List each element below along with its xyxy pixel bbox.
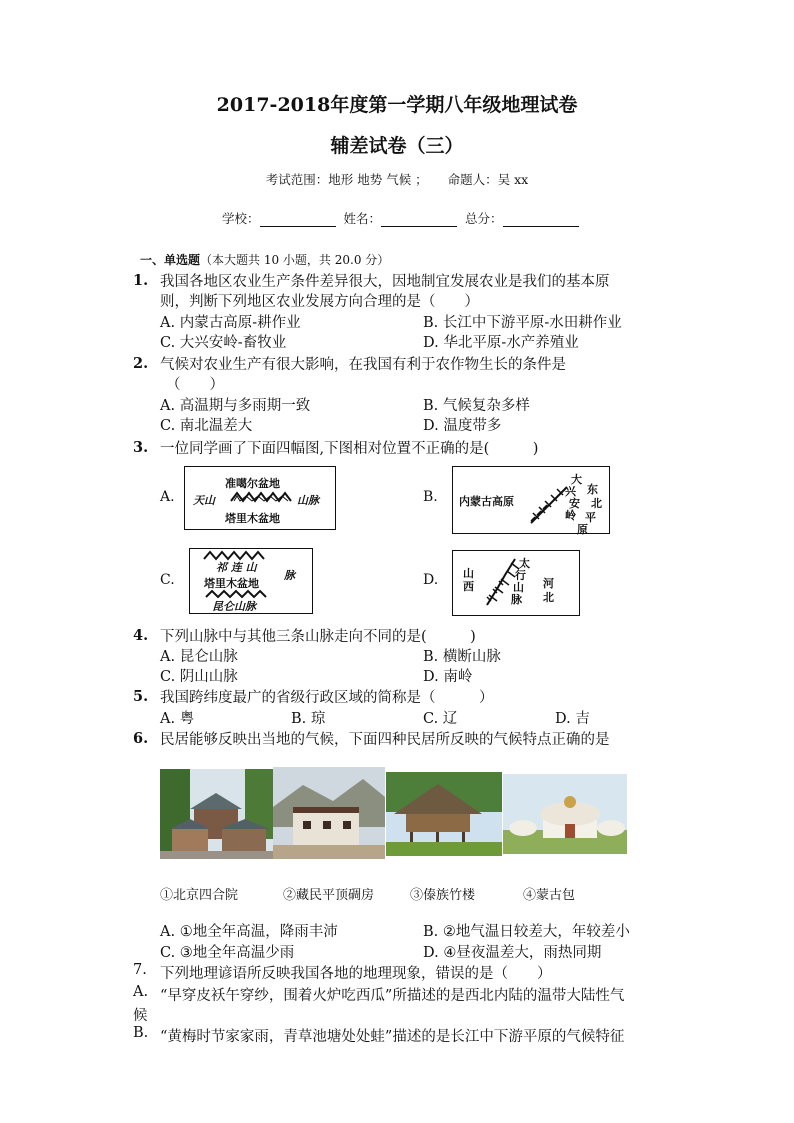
name-label: 姓名：	[343, 211, 382, 226]
q4-stem: 下列山脉中与其他三条山脉走向不同的是( )	[160, 629, 476, 645]
q4-option-a[interactable]: A. 昆仑山脉	[160, 649, 238, 665]
map-c-vert-label: 脉	[284, 569, 295, 582]
map-b-char: 平	[585, 511, 596, 524]
q1-number: 1.	[133, 272, 149, 289]
q3-map-a[interactable]	[184, 466, 336, 530]
q2-stem-line2: （ ）	[166, 377, 224, 393]
q3-map-c[interactable]	[189, 548, 313, 614]
q6-caption-2: ②藏民平顶碉房	[283, 888, 375, 903]
q7-option-a-label[interactable]: A.	[133, 984, 149, 1000]
section-heading	[140, 251, 389, 268]
q1-stem-line2: 则，判断下列地区农业发展方向合理的是（ ）	[160, 294, 479, 310]
q6-caption-1: ①北京四合院	[160, 888, 239, 903]
map-b-char: 兴	[565, 485, 576, 498]
exam-scope: 考试范围：地形 地势 气候 ；	[265, 172, 428, 187]
q1-option-b[interactable]: B. 长江中下游平原-水田耕作业	[423, 315, 622, 331]
q6-option-a[interactable]: A. ①地全年高温，降雨丰沛	[160, 924, 338, 940]
map-c-mid-label: 塔里木盆地	[204, 577, 259, 590]
siheyuan-photo	[160, 769, 273, 859]
q5-option-c[interactable]: C. 辽	[423, 711, 458, 727]
q3-option-d-label[interactable]: D.	[423, 572, 439, 588]
q4-number: 4.	[133, 627, 149, 644]
q3-option-c-label[interactable]: C.	[160, 572, 175, 588]
map-a-left-label: 天山	[193, 494, 215, 507]
exam-subtitle: 辅差试卷（三）	[330, 135, 464, 157]
q2-option-d[interactable]: D. 温度带多	[423, 418, 502, 434]
q7-number: 7.	[133, 962, 147, 978]
section-title: 一、单选题	[140, 253, 201, 267]
student-info-fields	[222, 209, 583, 227]
q6-caption-3: ③傣族竹楼	[410, 888, 476, 903]
section-note: （本大题共 10 小题，共 20.0 分）	[200, 253, 390, 267]
map-d-char: 山	[513, 581, 524, 594]
q1-stem-line1: 我国各地区农业生产条件差异很大，因地制宜发展农业是我们的基本原	[160, 274, 610, 290]
q4-option-d[interactable]: D. 南岭	[423, 669, 473, 685]
map-d-char: 脉	[511, 593, 522, 606]
exam-meta	[0, 170, 794, 188]
q5-number: 5.	[133, 688, 149, 705]
q6-option-b[interactable]: B. ②地气温日较差大，年较差小	[423, 924, 630, 940]
q6-stem: 民居能够反映出当地的气候，下面四种民居所反映的气候特点正确的是	[160, 732, 610, 748]
q5-option-d[interactable]: D. 吉	[555, 711, 590, 727]
q5-stem: 我国跨纬度最广的省级行政区域的简称是（ ）	[160, 690, 494, 706]
q3-map-d[interactable]	[452, 550, 580, 616]
q7-option-b-label[interactable]: B.	[133, 1025, 149, 1041]
q6-caption-4: ④蒙古包	[523, 888, 576, 903]
q7-option-b-line1[interactable]: “黄梅时节家家雨，青草池塘处处蛙”描述的是长江中下游平原的气候特征	[160, 1029, 625, 1045]
name-blank[interactable]	[381, 214, 457, 227]
q4-option-b[interactable]: B. 横断山脉	[423, 649, 501, 665]
q2-number: 2.	[133, 355, 149, 372]
dai-bamboo-house-photo	[386, 772, 502, 856]
map-c-bottom-label: 昆仑山脉	[212, 600, 256, 613]
map-b-char: 原	[577, 523, 588, 536]
map-d-char: 北	[543, 591, 554, 604]
q3-option-a-label[interactable]: A.	[160, 489, 175, 505]
q2-option-c[interactable]: C. 南北温差大	[160, 418, 253, 434]
map-d-char: 太	[519, 557, 530, 570]
score-label: 总分：	[465, 211, 503, 226]
q6-number: 6.	[133, 730, 149, 747]
q7-stem: 下列地理谚语所反映我国各地的地理现象，错误的是（ ）	[160, 966, 552, 982]
q3-number: 3.	[133, 439, 149, 456]
q5-option-a[interactable]: A. 粤	[160, 711, 195, 727]
map-d-char: 行	[515, 569, 526, 582]
school-label: 学校：	[222, 211, 260, 226]
mongolian-yurt-photo	[503, 774, 627, 854]
map-d-char: 山	[463, 567, 474, 580]
q7-option-a-line1[interactable]: “早穿皮袄午穿纱，围着火炉吃西瓜”所描述的是西北内陆的温带大陆性气	[160, 988, 625, 1004]
q6-option-c[interactable]: C. ③地全年高温少雨	[160, 945, 295, 961]
exam-author: 命题人：吴 xx	[447, 172, 529, 187]
map-b-left-label: 内蒙古高原	[459, 495, 514, 508]
map-a-right-label: 山脉	[297, 494, 319, 507]
q1-option-a[interactable]: A. 内蒙古高原-耕作业	[160, 315, 301, 331]
tibetan-house-photo	[273, 767, 385, 859]
map-b-char: 北	[591, 497, 602, 510]
map-a-top-label: 准噶尔盆地	[225, 477, 280, 490]
map-a-bottom-label: 塔里木盆地	[225, 512, 280, 525]
q3-map-b[interactable]	[452, 466, 610, 534]
q6-option-d[interactable]: D. ④昼夜温差大，雨热同期	[423, 945, 602, 961]
map-d-char: 河	[543, 577, 554, 590]
q4-option-c[interactable]: C. 阴山山脉	[160, 669, 238, 685]
q2-option-a[interactable]: A. 高温期与多雨期一致	[160, 398, 311, 414]
map-b-char: 大	[571, 473, 582, 486]
q7-option-a-line2[interactable]: 候	[133, 1008, 148, 1024]
exam-title: 2017-2018年度第一学期八年级地理试卷	[216, 94, 578, 116]
school-blank[interactable]	[260, 214, 336, 227]
map-b-char: 东	[587, 483, 598, 496]
map-d-char: 西	[463, 580, 474, 593]
map-c-top-label: 祁 连 山	[216, 561, 257, 574]
map-b-char: 安	[569, 497, 580, 510]
q5-option-b[interactable]: B. 琼	[291, 711, 326, 727]
q1-option-d[interactable]: D. 华北平原-水产养殖业	[423, 335, 579, 351]
q3-stem: 一位同学画了下面四幅图,下图相对位置不正确的是( )	[160, 441, 539, 457]
q2-option-b[interactable]: B. 气候复杂多样	[423, 398, 530, 414]
q2-stem-line1: 气候对农业生产有很大影响，在我国有利于农作物生长的条件是	[160, 357, 566, 373]
q3-option-b-label[interactable]: B.	[423, 489, 438, 505]
map-b-char: 岭	[565, 509, 576, 522]
q1-option-c[interactable]: C. 大兴安岭-畜牧业	[160, 335, 287, 351]
score-blank[interactable]	[503, 214, 579, 227]
